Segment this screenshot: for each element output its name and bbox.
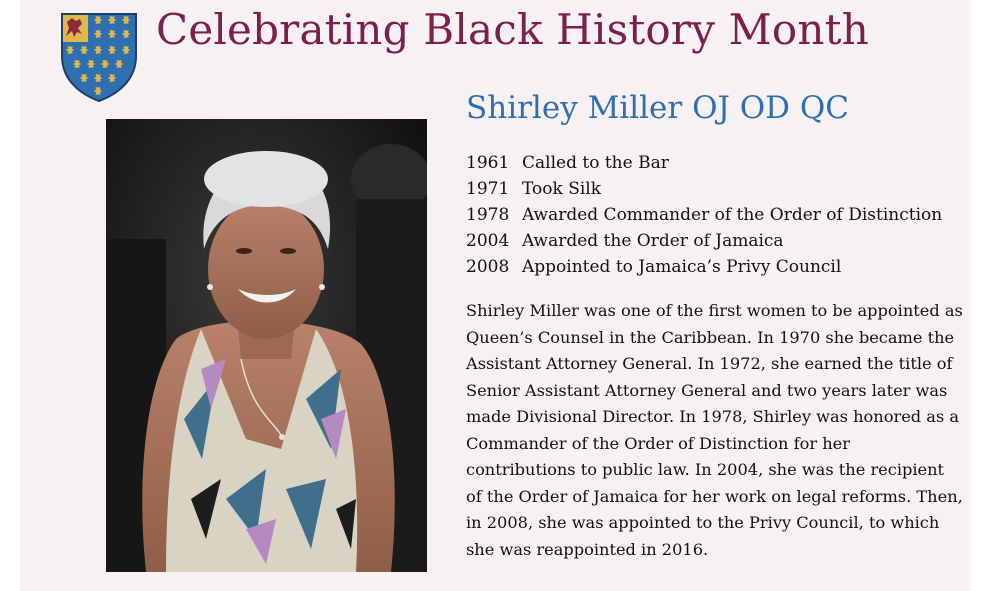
person-name: Shirley Miller OJ OD QC <box>466 90 850 126</box>
timeline-year: 2004 <box>466 231 510 251</box>
timeline-year: 1961 <box>466 153 510 173</box>
timeline-event: Appointed to Jamaica’s Privy Council <box>522 257 842 277</box>
timeline-year: 1978 <box>466 205 510 225</box>
timeline-event: Called to the Bar <box>522 153 669 173</box>
timeline-entry <box>466 176 942 202</box>
timeline-entry <box>466 228 942 254</box>
portrait-photo <box>106 119 427 572</box>
biography-paragraph: Shirley Miller was one of the first women to be appointed as Queen’s Counsel in the Caribbean. In 1970 she became the Assistant Attorney General. In 1972, she earned the title of Senior Assistant Attorney General and two years later was made Divisional Director. In 1978, Shirley was honored as a Commander of the Order of Distinction for her contributions to public law. In 2004, she was the recipient of the Order of Jamaica for her work on legal reforms. Then, in 2008, she was appointed to the Privy Council, to which she was reappointed in 2016. <box>466 301 963 559</box>
timeline-entry <box>466 254 942 280</box>
timeline-entry <box>466 202 942 228</box>
timeline-year: 2008 <box>466 257 510 277</box>
career-timeline <box>466 150 942 280</box>
coat-of-arms-icon <box>60 12 138 102</box>
page-title: Celebrating Black History Month <box>156 5 869 54</box>
timeline-entry <box>466 150 942 176</box>
timeline-year: 1971 <box>466 179 510 199</box>
timeline-event: Awarded the Order of Jamaica <box>522 231 784 251</box>
timeline-event: Took Silk <box>522 179 602 199</box>
timeline-event: Awarded Commander of the Order of Distinction <box>522 205 943 225</box>
